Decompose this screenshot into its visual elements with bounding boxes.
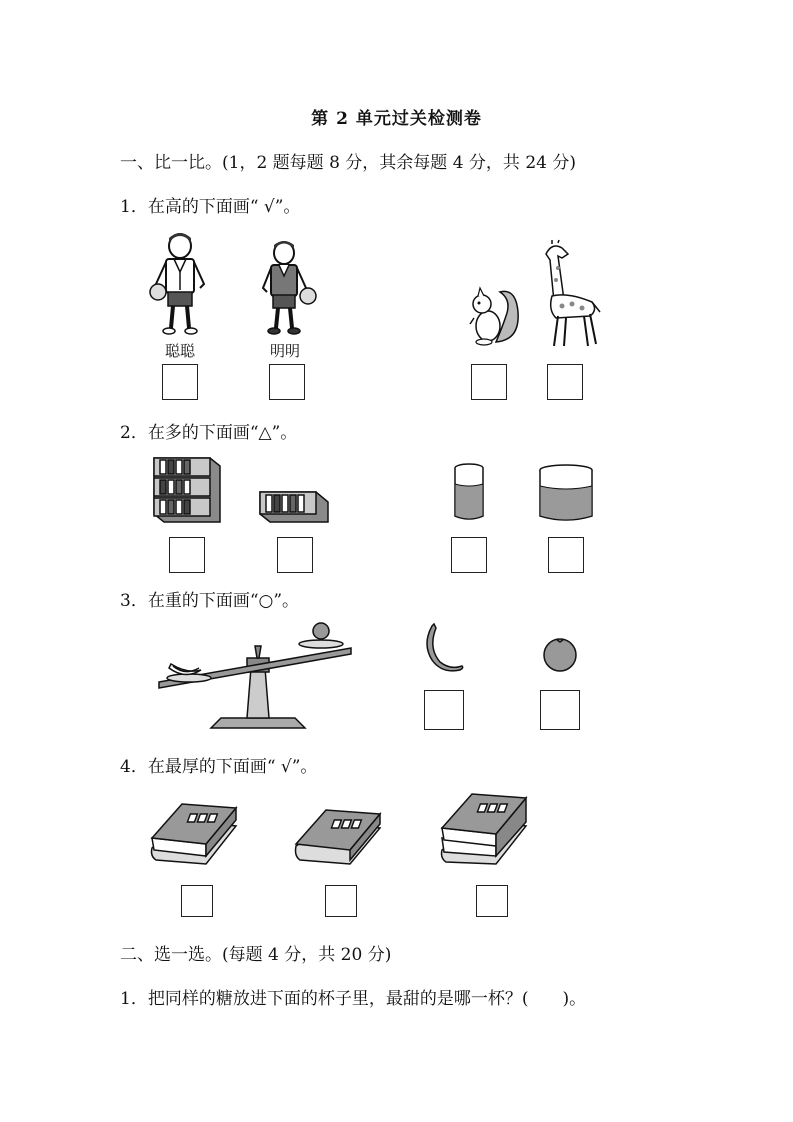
answer-box-bookshelf-three[interactable] bbox=[169, 537, 205, 573]
book-stack-two-illustration bbox=[150, 804, 240, 866]
section-1-heading: 一、比一比。(1，2 题每题 8 分，其余每题 4 分，共 24 分) bbox=[120, 153, 576, 173]
balance-scale-illustration bbox=[155, 618, 355, 734]
bookshelf-three-shelves-illustration bbox=[152, 452, 222, 524]
giraffe-illustration bbox=[538, 240, 602, 350]
answer-box-banana[interactable] bbox=[424, 690, 464, 730]
bookshelf-one-shelf-illustration bbox=[258, 488, 330, 524]
question-1-1: 1．在高的下面画“ √”。 bbox=[120, 197, 301, 217]
page-title: 第 2 单元过关检测卷 bbox=[311, 109, 482, 129]
answer-box-book-stack-two[interactable] bbox=[181, 885, 213, 917]
answer-box-congcong[interactable] bbox=[162, 364, 198, 400]
boy-mingming-illustration bbox=[256, 240, 318, 340]
answer-box-giraffe[interactable] bbox=[547, 364, 583, 400]
answer-box-wide-glass[interactable] bbox=[548, 537, 584, 573]
answer-box-single-book[interactable] bbox=[325, 885, 357, 917]
answer-box-book-stack-three[interactable] bbox=[476, 885, 508, 917]
question-1-3: 3．在重的下面画“○”。 bbox=[120, 591, 300, 611]
answer-box-mingming[interactable] bbox=[269, 364, 305, 400]
label-mingming: 明明 bbox=[269, 342, 300, 360]
book-stack-three-illustration bbox=[440, 794, 530, 866]
single-book-illustration bbox=[294, 810, 384, 866]
question-2-1: 1．把同样的糖放进下面的杯子里，最甜的是哪一杯？( )。 bbox=[120, 989, 587, 1009]
squirrel-illustration bbox=[466, 282, 522, 348]
answer-box-bookshelf-one[interactable] bbox=[277, 537, 313, 573]
answer-box-orange[interactable] bbox=[540, 690, 580, 730]
banana-illustration bbox=[424, 622, 466, 672]
boy-congcong-illustration bbox=[148, 232, 212, 340]
answer-box-squirrel[interactable] bbox=[471, 364, 507, 400]
narrow-glass-illustration bbox=[452, 462, 486, 522]
orange-illustration bbox=[542, 636, 578, 672]
section-2-heading: 二、选一选。(每题 4 分，共 20 分) bbox=[120, 945, 392, 965]
wide-glass-illustration bbox=[538, 464, 594, 522]
question-1-4: 4．在最厚的下面画“ √”。 bbox=[120, 757, 318, 777]
question-1-2: 2．在多的下面画“△”。 bbox=[120, 423, 298, 443]
answer-box-narrow-glass[interactable] bbox=[451, 537, 487, 573]
label-congcong: 聪聪 bbox=[164, 342, 195, 360]
